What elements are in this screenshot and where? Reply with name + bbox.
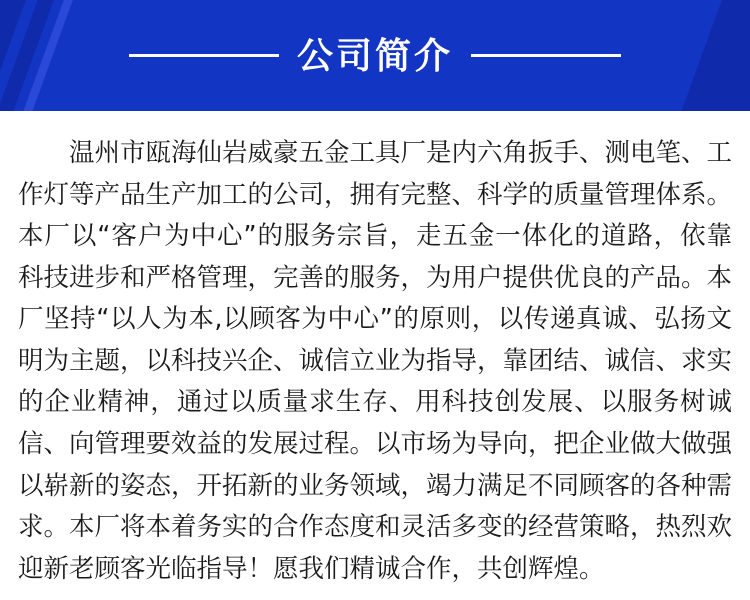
page-header-banner [0,0,750,111]
page-title: 公司简介 [296,34,453,76]
title-rule-left [129,54,279,57]
banner-content [0,0,750,111]
company-profile-paragraph: 温州市瓯海仙岩威豪五金工具厂是内六角扳手、测电笔、工作灯等产品生产加工的公司，拥有完整、科学的质量管理体系。本厂以“客户为中心”的服务宗旨，走五金一体化的道路，依靠科技进步和严格管理，完善的服务，为用户提供优良的产品。本厂坚持“以人为本,以顾客为中心”的原则，以传递真诚、弘扬文明为主题，以科技兴企、诚信立业为指导，靠团结、诚信、求实的企业精神，通过以质量求生存、用科技创发展、以服务树诚信、向管理要效益的发展过程。以市场为导向，把企业做大做强以崭新的姿态，开拓新的业务领域，竭力满足不同顾客的各种需求。本厂将本着务实的合作态度和灵活多变的经营策略，热烈欢迎新老顾客光临指导！愿我们精诚合作，共创辉煌。 [18,138,733,584]
title-rule-right [471,54,621,57]
